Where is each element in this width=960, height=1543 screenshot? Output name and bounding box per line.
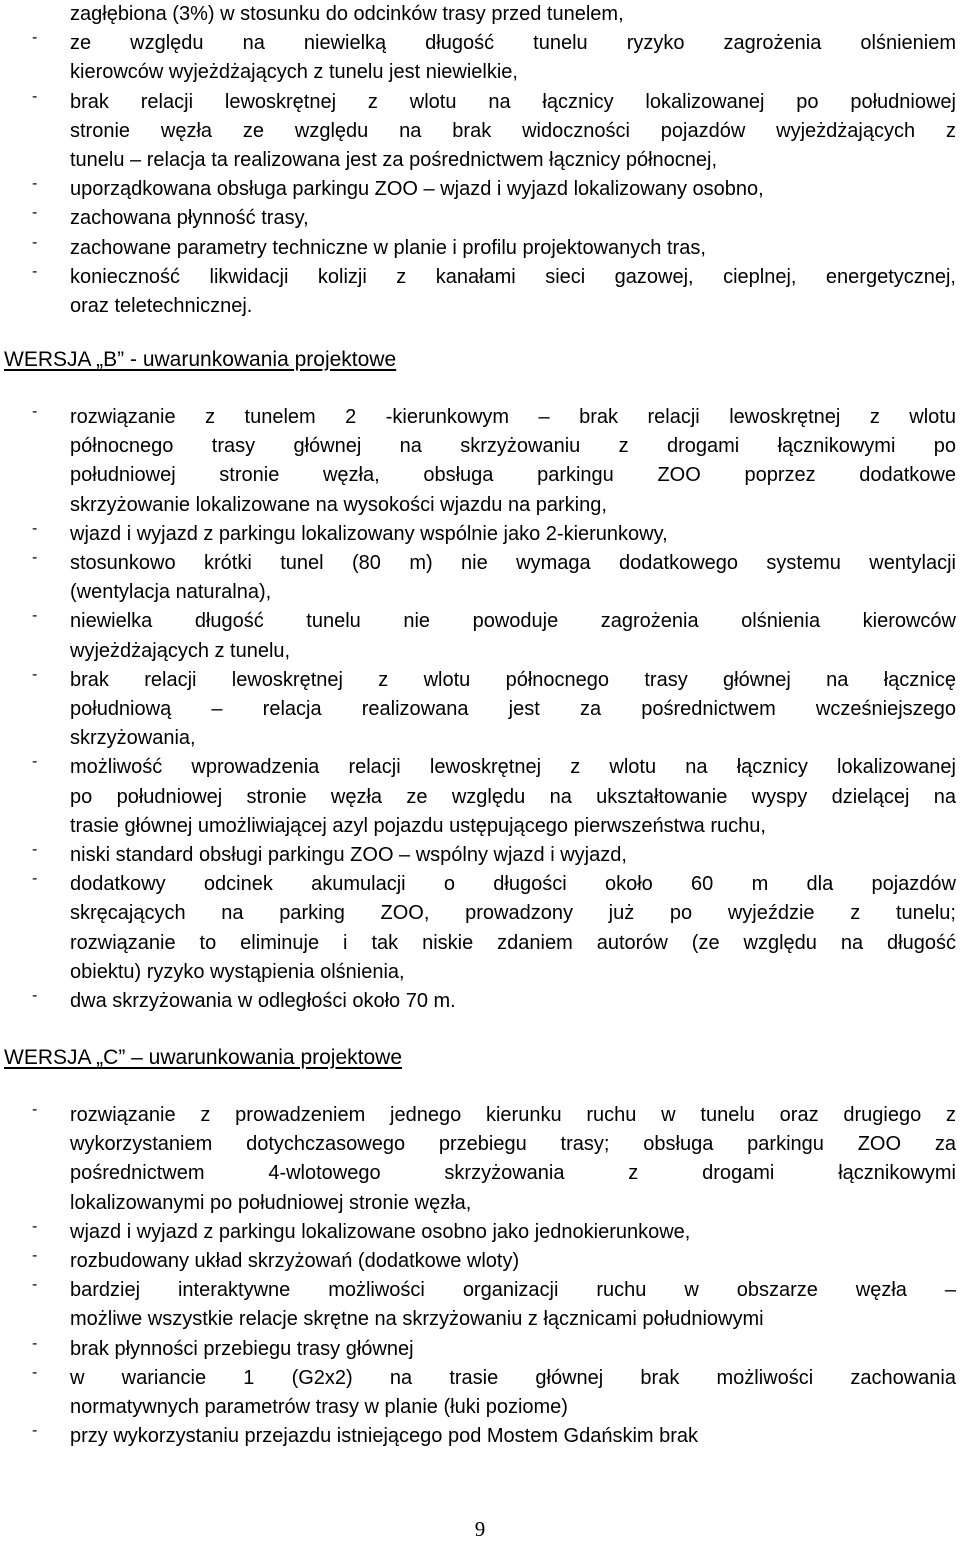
text-line: pośrednictwem 4-wlotowego skrzyżowania z drogami łącznikowymi: [70, 1162, 956, 1185]
text-line: (wentylacja naturalna),: [70, 581, 272, 604]
list-item: [0, 204, 960, 233]
list-item: [0, 870, 960, 987]
bullet-dash: -: [32, 29, 38, 47]
list-item: [0, 0, 960, 29]
bullet-dash: -: [32, 204, 38, 222]
bullet-dash: -: [32, 1101, 38, 1118]
bullet-dash: -: [32, 519, 38, 537]
list-item: [0, 88, 960, 176]
text-line: lokalizowanymi po południowej stronie węzła,: [70, 1191, 472, 1214]
text-line: normatywnych parametrów trasy w planie (łuki poziome): [70, 1396, 568, 1419]
list-item: [0, 549, 960, 607]
text-line: rozwiązanie to eliminuje i tak niskie zdaniem autorów (ze względu na długość: [70, 931, 956, 954]
list-item: [0, 753, 960, 841]
list-item: [0, 263, 960, 321]
bullet-dash: -: [32, 87, 38, 105]
bullet-dash: -: [32, 1363, 38, 1381]
text-line: południowej stronie węzła, obsługa parkingu ZOO poprzez dodatkowe: [70, 464, 956, 487]
bullet-dash: -: [32, 403, 38, 420]
list-item: [0, 29, 960, 87]
text-line: niewielka długość tunelu nie powoduje zagrożenia olśnienia kierowców: [70, 610, 956, 633]
text-line: oraz teletechnicznej.: [70, 295, 253, 318]
text-line: konieczność likwidacji kolizji z kanałami sieci gazowej, cieplnej, energetycznej,: [70, 265, 956, 288]
bullet-dash: -: [32, 1422, 38, 1440]
text-line: przy wykorzystaniu przejazdu istniejącego pod Mostem Gdańskim brak: [70, 1425, 699, 1448]
list-item: [0, 987, 960, 1016]
bullet-dash: -: [32, 665, 38, 683]
text-line: skrzyżowanie lokalizowane na wysokości wjazdu na parking,: [70, 493, 607, 516]
text-line: zachowana płynność trasy,: [70, 207, 309, 230]
text-line: uporządkowana obsługa parkingu ZOO – wjazd i wyjazd lokalizowany osobno,: [70, 178, 764, 201]
bullet-dash: -: [32, 987, 38, 1005]
text-line: skrzyżowania,: [70, 727, 196, 750]
bullet-dash: -: [32, 607, 38, 625]
text-line: wjazd i wyjazd z parkingu lokalizowane osobno jako jednokierunkowe,: [70, 1220, 691, 1243]
text-line: brak relacji lewoskrętnej z wlotu na łącznicy lokalizowanej po południowej: [70, 90, 956, 113]
bullet-dash: -: [32, 175, 38, 193]
text-line: możliwość wprowadzenia relacji lewoskrętnej z wlotu na łącznicy lokalizowanej: [70, 756, 956, 779]
bullet-dash: -: [32, 753, 38, 771]
text-line: po południowej stronie węzła ze względu na ukształtowanie wyspy dzielącej na: [70, 785, 956, 808]
text-line: wykorzystaniem dotychczasowego przebiegu trasy; obsługa parkingu ZOO za: [70, 1133, 956, 1156]
text-line: brak płynności przebiegu trasy głównej: [70, 1337, 414, 1360]
text-line: brak relacji lewoskrętnej z wlotu północnego trasy głównej na łącznicę: [70, 668, 956, 691]
list-item: [0, 175, 960, 204]
text-line: skręcających na parking ZOO, prowadzony już po wyjeździe z tunelu;: [70, 902, 956, 925]
bullet-dash: -: [32, 841, 38, 859]
text-line: możliwe wszystkie relacje skrętne na skrzyżowaniu z łącznicami południowymi: [70, 1308, 764, 1331]
text-line: zagłębiona (3%) w stosunku do odcinków trasy przed tunelem,: [70, 3, 624, 25]
list-item: [0, 1218, 960, 1247]
text-line: niski standard obsługi parkingu ZOO – wspólny wjazd i wyjazd,: [70, 844, 627, 867]
text-line: rozwiązanie z tunelem 2 -kierunkowym – brak relacji lewoskrętnej z wlotu: [70, 406, 956, 428]
list-item: [0, 841, 960, 870]
section-a-list: [0, 0, 960, 321]
list-item: [0, 234, 960, 263]
list-item: [0, 1247, 960, 1276]
text-line: zachowane parametry techniczne w planie i profilu projektowanych tras,: [70, 236, 706, 259]
section-c-heading: WERSJA „C” – uwarunkowania projektowe: [4, 1046, 402, 1069]
list-item: [0, 1422, 960, 1451]
text-line: dwa skrzyżowania w odległości około 70 m.: [70, 990, 456, 1013]
text-line: stronie węzła ze względu na brak widoczności pojazdów wyjeżdżających z: [70, 119, 956, 142]
bullet-dash: -: [32, 1334, 38, 1352]
section-b-heading: WERSJA „B” - uwarunkowania projektowe: [4, 348, 397, 371]
list-item: [0, 1335, 960, 1364]
text-line: ze względu na niewielką długość tunelu ryzyko zagrożenia olśnieniem: [70, 32, 956, 55]
text-line: wjazd i wyjazd z parkingu lokalizowany wspólnie jako 2-kierunkowy,: [70, 522, 668, 545]
bullet-dash: -: [32, 549, 38, 567]
text-line: rozwiązanie z prowadzeniem jednego kierunku ruchu w tunelu oraz drugiego z: [70, 1104, 956, 1126]
text-line: stosunkowo krótki tunel (80 m) nie wymaga dodatkowego systemu wentylacji: [70, 552, 956, 575]
list-item: [0, 520, 960, 549]
bullet-dash: -: [32, 262, 38, 280]
bullet-dash: -: [32, 233, 38, 251]
text-line: trasie głównej umożliwiającej azyl pojazdu ustępującego pierwszeństwa ruchu,: [70, 814, 766, 837]
list-item: [0, 1101, 960, 1218]
text-line: wyjeżdżających z tunelu,: [70, 639, 291, 662]
text-line: rozbudowany układ skrzyżowań (dodatkowe wloty): [70, 1250, 520, 1273]
text-line: w wariancie 1 (G2x2) na trasie głównej brak możliwości zachowania: [70, 1366, 956, 1389]
text-line: południową – relacja realizowana jest za pośrednictwem wcześniejszego: [70, 698, 956, 721]
text-line: obiektu) ryzyko wystąpienia olśnienia,: [70, 960, 405, 983]
bullet-dash: -: [32, 1217, 38, 1235]
bullet-dash: -: [32, 870, 38, 888]
list-item: [0, 607, 960, 665]
bullet-dash: -: [32, 1276, 38, 1294]
list-item: [0, 403, 960, 520]
list-item: [0, 666, 960, 754]
text-line: północnego trasy głównej na skrzyżowaniu z drogami łącznikowymi po: [70, 435, 956, 458]
bullet-dash: -: [32, 1247, 38, 1265]
list-item: [0, 1276, 960, 1334]
section-b-list: [0, 403, 960, 1016]
text-line: bardziej interaktywne możliwości organizacji ruchu w obszarze węzła –: [70, 1279, 956, 1302]
list-item: [0, 1364, 960, 1422]
text-line: dodatkowy odcinek akumulacji o długości około 60 m dla pojazdów: [70, 873, 956, 896]
page-number: 9: [474, 1517, 486, 1541]
text-line: kierowców wyjeżdżających z tunelu jest niewielkie,: [70, 61, 518, 84]
section-c-list: [0, 1101, 960, 1451]
text-line: tunelu – relacja ta realizowana jest za pośrednictwem łącznicy północnej,: [70, 149, 718, 172]
